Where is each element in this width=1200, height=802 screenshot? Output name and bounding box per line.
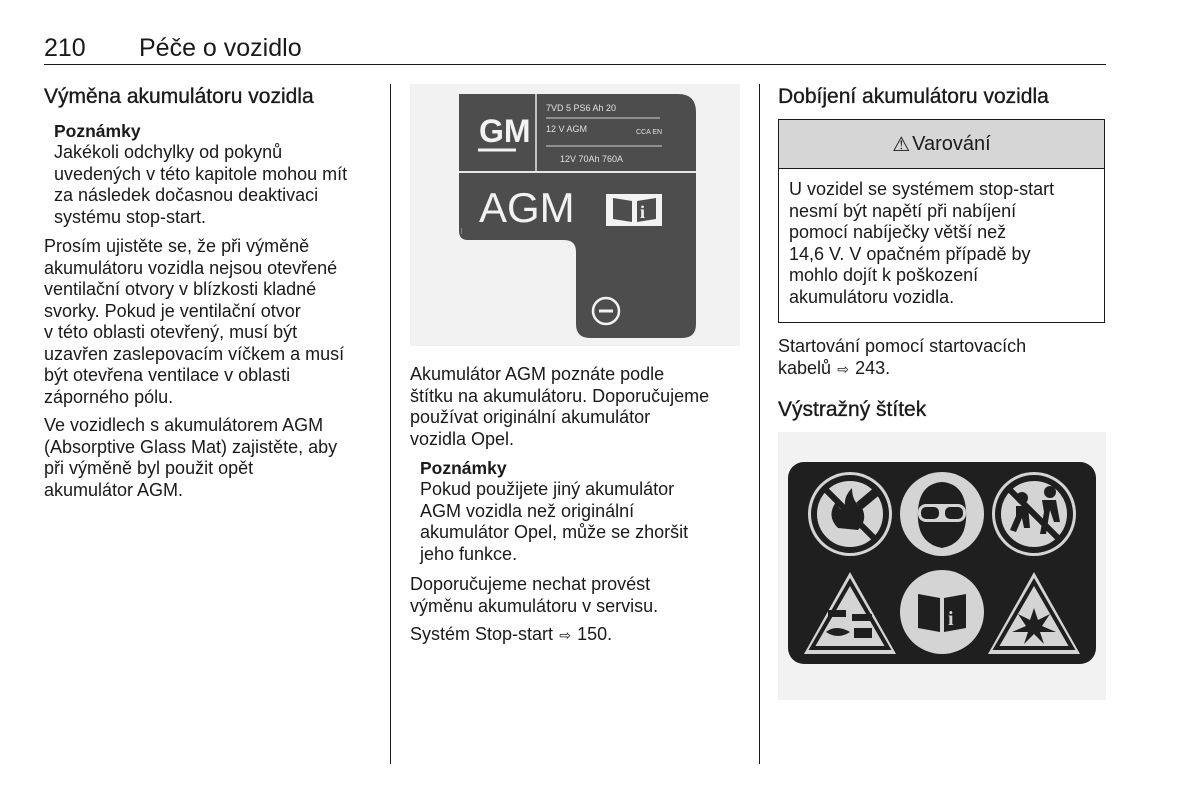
svg-text:i: i [948,608,954,630]
chapter-title: Péče o vozidlo [139,34,302,62]
note-box [420,457,750,565]
label-info-line-1: 7VD 5 PS6 Ah 20 [546,103,617,113]
note-text: Pokud použijete jiný akumulátor AGM vozidla než originální akumulátor Opel, může se zhoršit jeho funkce. [420,479,689,564]
paragraph-agm-vehicles: Ve vozidlech s akumulátorem AGM (Absorptive Glass Mat) zajistěte, aby při výměně byl použit opět akumulátor AGM. [44,415,338,500]
agm-label-figure [410,84,740,346]
warning-box [778,119,1105,323]
warning-label-figure [778,432,1106,700]
section-title-warning-label: Výstražný štítek [778,398,927,421]
column-1 [44,84,382,501]
page-reference-arrow-icon: ⇨ [559,627,571,643]
paragraph-vent-openings: Prosím ujistěte se, že při výměně akumulátoru vozidla nejsou otevřené ventilační otvory v blízkosti kladné svorky. Pokud je ventilační otvor v této oblasti otevřený, musí být uzavřen zaslepovacím víčkem a musí být otevřena ventilace v oblasti záporného pólu. [44,236,345,407]
page-number: 210 [44,34,86,62]
page-reference-arrow-icon: ⇨ [837,360,849,377]
column-2 [410,364,750,647]
column-divider-2 [759,84,760,764]
label-info-line-4: 12V 70Ah 760A [560,154,624,164]
warning-label [778,432,1106,700]
svg-text:i: i [640,202,646,222]
no-fire-icon [808,472,892,556]
label-info-line-3: CCA EN [636,129,663,136]
read-manual-icon [900,570,984,654]
xref-stop-start[interactable]: Systém Stop-start ⇨ 150. [410,624,750,647]
section-title-battery-charging: Dobíjení akumulátoru vozidla [778,85,1049,108]
label-small-code: — [459,228,465,234]
warning-triangle-icon: ⚠ [892,133,911,156]
read-manual-icon [606,194,662,226]
note-box [54,120,382,228]
warning-title: Varování [912,132,991,155]
paragraph-agm-recognition: Akumulátor AGM poznáte podle štítku na akumulátoru. Doporučujeme používat originální akumulátor vozidla Opel. [410,364,710,449]
agm-battery-label [410,84,740,346]
column-3 [778,84,1106,110]
section-title-battery-replacement: Výměna akumulátoru vozidla [44,85,314,108]
keep-away-children-icon [992,472,1076,556]
note-title: Poznámky [54,121,141,141]
xref-jump-start[interactable]: Startování pomocí startovacích kabelů ⇨ 243. [778,336,1106,380]
agm-text: AGM [479,184,575,231]
column-divider-1 [390,84,391,764]
eye-protection-icon [900,472,984,556]
note-text: Jakékoli odchylky od pokynů uvedených v této kapitole mohou mít za následek dočasnou deaktivaci systému stop-start. [54,142,348,227]
warning-text: U vozidel se systémem stop-start nesmí být napětí při nabíjení pomocí nabíječky větší než 14,6 V. V opačném případě by mohlo dojít k poškození akumulátoru vozidla. [789,179,1055,307]
gm-logo: GM [479,113,531,149]
note-title: Poznámky [420,458,507,478]
column-3-lower [778,336,1106,423]
warning-header [779,120,1104,169]
paragraph-service-recommendation: Doporučujeme nechat provést výměnu akumulátoru v servisu. [410,574,659,616]
page-header [44,32,1106,65]
label-info-line-2: 12 V AGM [546,124,588,134]
